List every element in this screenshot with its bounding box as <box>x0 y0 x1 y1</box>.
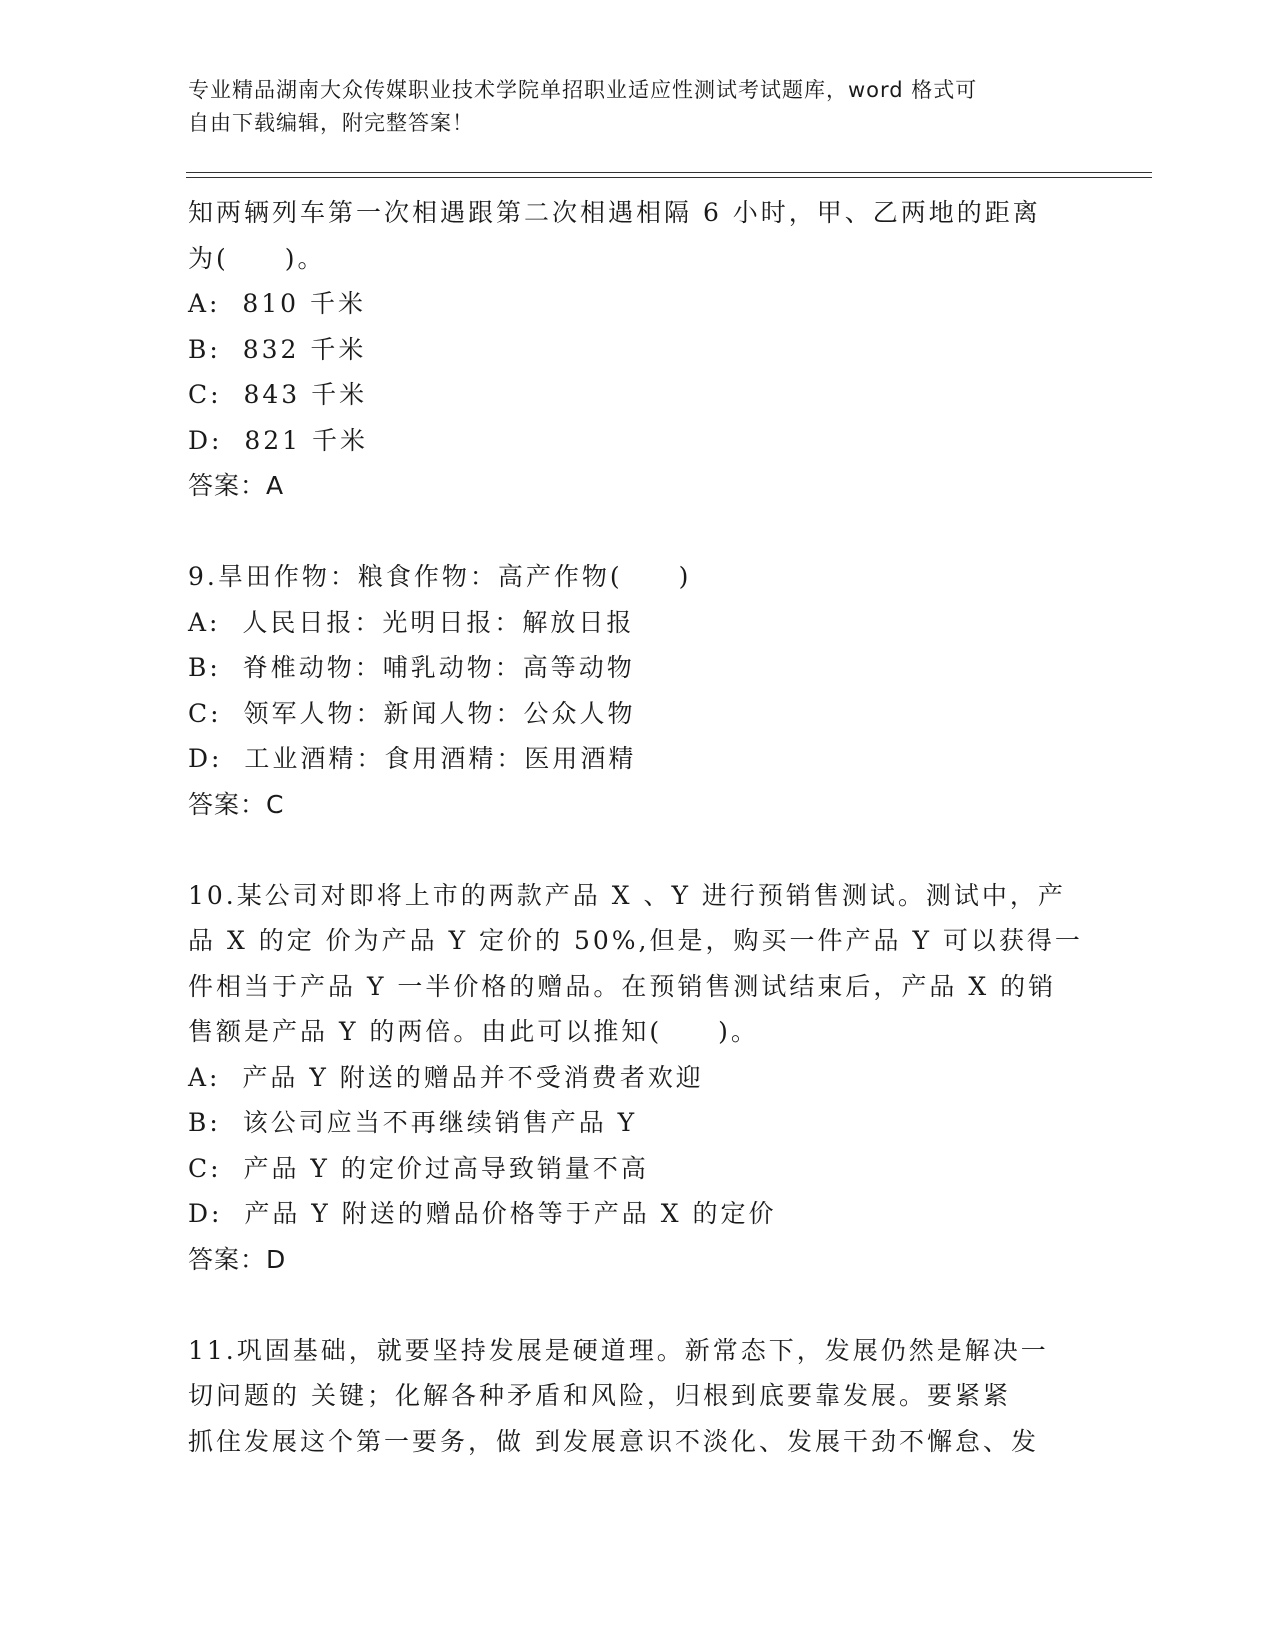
option-d: D: 821 千米 <box>188 425 369 455</box>
option-d: D: 产品 Y 附送的赠品价格等于产品 X 的定价 <box>188 1199 777 1228</box>
question-stem-line: 为( )。 <box>188 243 326 273</box>
option-a: A: 产品 Y 附送的赠品并不受消费者欢迎 <box>188 1062 704 1092</box>
option-c: C: 843 千米 <box>188 380 368 409</box>
document-body <box>188 190 1088 1464</box>
header-line-2: 自由下载编辑，附完整答案！ <box>188 111 474 135</box>
header-rule-bottom <box>186 177 1152 178</box>
spacer <box>188 509 1088 555</box>
question-10 <box>188 873 1088 1283</box>
question-9 <box>188 554 1088 827</box>
option-a: A: 人民日报：光明日报：解放日报 <box>188 607 635 637</box>
question-stem-line: 切问题的 关键；化解各种矛盾和风险，归根到底要靠发展。要紧紧 <box>188 1381 1011 1410</box>
option-b: B: 832 千米 <box>188 334 367 364</box>
option-c: C: 产品 Y 的定价过高导致销量不高 <box>188 1153 649 1183</box>
answer: 答案：A <box>188 471 285 500</box>
question-stem-line: 售额是产品 Y 的两倍。由此可以推知( )。 <box>188 1017 759 1046</box>
question-stem-line: 抓住发展这个第一要务，做 到发展意识不淡化、发展干劲不懈怠、发 <box>188 1426 1039 1456</box>
spacer <box>188 1282 1088 1328</box>
question-stem-line: 件相当于产品 Y 一半价格的赠品。在预销售测试结束后，产品 X 的销 <box>188 971 1057 1001</box>
option-b: B: 该公司应当不再继续销售产品 Y <box>188 1108 638 1137</box>
option-c: C: 领军人物：新闻人物：公众人物 <box>188 698 636 728</box>
question-stem-line: 品 X 的定 价为产品 Y 定价的 50%,但是，购买一件产品 Y 可以获得一 <box>188 926 1083 955</box>
header-rule-top <box>186 172 1152 173</box>
question-8 <box>188 190 1088 509</box>
question-stem-line: 10.某公司对即将上市的两款产品 X 、Y 进行预销售测试。测试中，产 <box>188 880 1066 910</box>
spacer <box>188 827 1088 873</box>
option-a: A: 810 千米 <box>188 289 367 318</box>
header-line-1: 专业精品湖南大众传媒职业技术学院单招职业适应性测试考试题库，word 格式可 <box>188 78 978 102</box>
question-stem-line: 知两辆列车第一次相遇跟第二次相遇相隔 6 小时，甲、乙两地的距离 <box>188 198 1041 227</box>
question-stem-line: 11.巩固基础，就要坚持发展是硬道理。新常态下，发展仍然是解决一 <box>188 1335 1049 1365</box>
page-header <box>188 74 1068 140</box>
question-stem-line: 9.旱田作物：粮食作物：高产作物( ) <box>188 562 692 591</box>
option-d: D: 工业酒精：食用酒精：医用酒精 <box>188 744 637 773</box>
answer: 答案：C <box>188 789 285 819</box>
answer: 答案：D <box>188 1244 287 1274</box>
question-11 <box>188 1328 1088 1465</box>
option-b: B: 脊椎动物：哺乳动物：高等动物 <box>188 653 635 682</box>
